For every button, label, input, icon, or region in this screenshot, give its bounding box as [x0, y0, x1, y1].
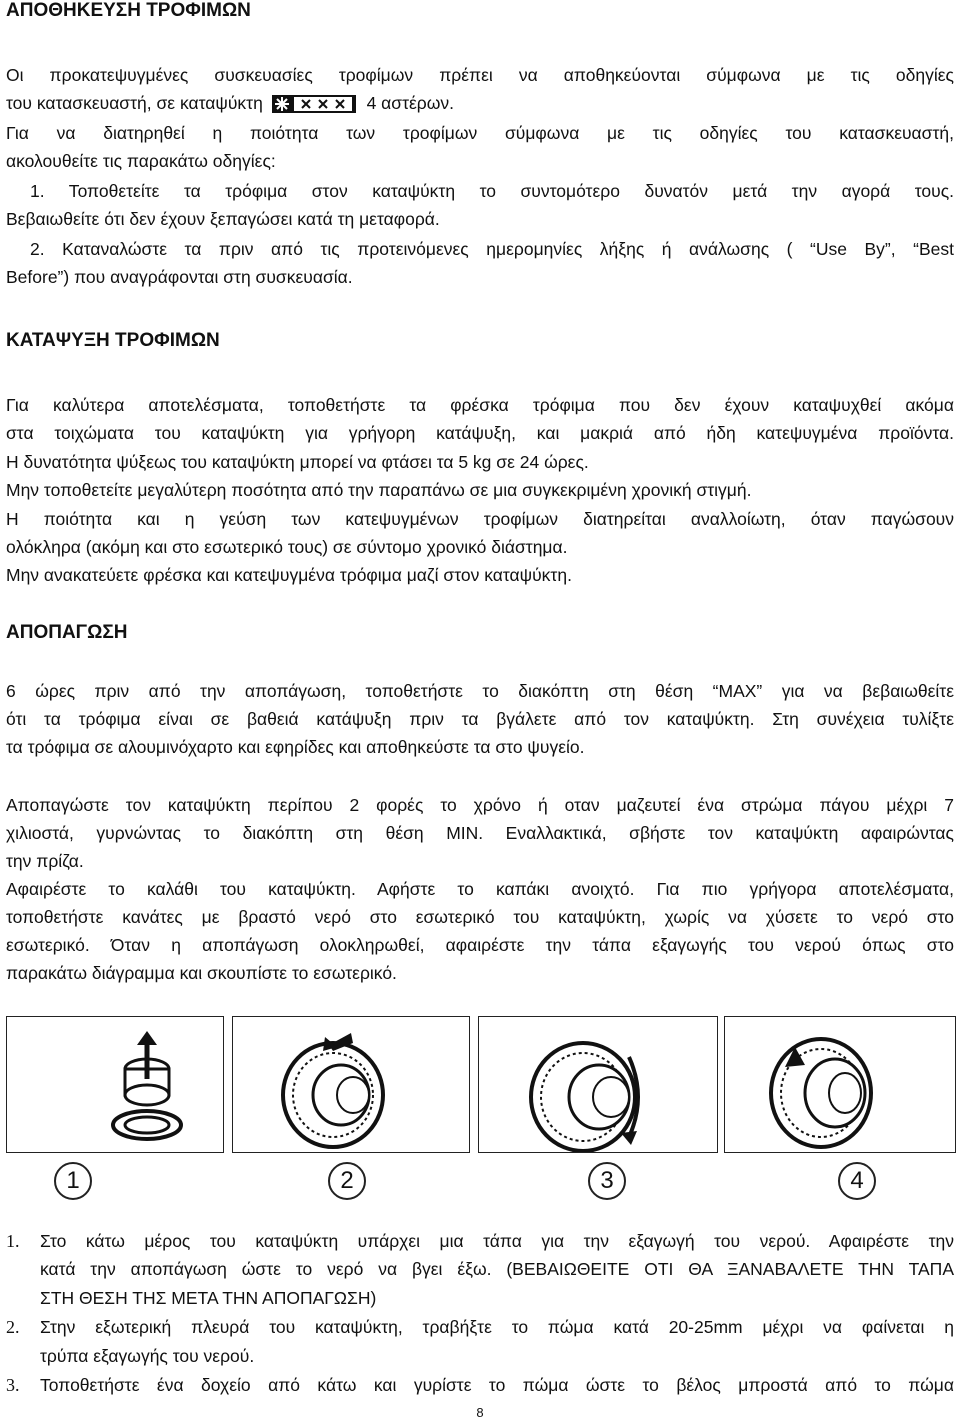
section-title-defrost: ΑΠΟΠΑΓΩΣΗ	[6, 622, 128, 643]
storage-item2-line1	[30, 238, 954, 260]
four-star-freezer-icon	[272, 94, 356, 114]
freezing-line7: Μην ανακατεύετε φρέσκα και κατεψυγμένα τρόφιμα μαζί στον καταψύκτη.	[6, 565, 572, 585]
step-number-1: 1	[54, 1162, 92, 1200]
defrost-a-line3: τα τρόφιμα σε αλουμινόχαρτο και εφηρίδες και αποθηκεύστε τα στο ψυγείο.	[6, 737, 585, 757]
steps-item1-line2: κατά την αποπάγωση ώστε το νερό να βγει έξω. (ΒΕΒΑΙΩΘΕΙΤΕ ΟΤΙ ΘΑ ΞΑΝΑΒΑΛΕΤΕ ΤΗΝ ΤΑΠΑ	[40, 1259, 954, 1279]
defrost-b-line2: χιλιοστά, γυρνώντας το διακόπτη στη θέση MIN. Εναλλακτικά, σβήστε τον καταψύκτη αφαιρώντας	[6, 823, 954, 843]
page-number: 8	[476, 1405, 484, 1420]
storage-p2-line1: Για να διατηρηθεί η ποιότητα των τροφίμων σύμφωνα με τις οδηγίες του κατασκευαστή,	[6, 123, 954, 143]
storage-item2-number: 2.	[30, 239, 45, 259]
defrost-b-line3: την πρίζα.	[6, 851, 84, 871]
steps-item2-line1	[6, 1316, 954, 1338]
storage-p2-line2: ακολουθείτε τις παρακάτω οδηγίες:	[6, 151, 276, 171]
drain-plug-diagram	[6, 1016, 956, 1204]
section-title-freezing: ΚΑΤΑΨΥΞΗ ΤΡΟΦΙΜΩΝ	[6, 330, 220, 351]
steps-item2-number: 2.	[6, 1317, 20, 1337]
storage-p1-line2-text: του κατασκευαστή, σε καταψύκτη	[6, 93, 263, 113]
defrost-c-line2: τοποθετήστε κανάτες με βραστό νερό στο εσωτερικό του καταψύκτη, χωρίς να χύσετε το νερό στο	[6, 907, 954, 927]
steps-item2-text: Στην εξωτερική πλευρά του καταψύκτη, τραβήξτε το πώμα κατά 20-25mm μέχρι να φαίνεται η	[40, 1317, 954, 1337]
defrost-b-line1: Αποπαγώστε τον καταψύκτη περίπου 2 φορές το χρόνο ή οταν μαζευτεί ένα στρώμα πάγου μέχρι 7	[6, 795, 954, 815]
step-number-2: 2	[328, 1162, 366, 1200]
diagram-panel-3	[478, 1016, 718, 1153]
diagram-panel-2	[232, 1016, 470, 1153]
defrost-a-line1: 6 ώρες πριν από την αποπάγωση, τοποθετήστε το διακόπτη στη θέση “MAX” για να βεβαιωθείτε	[6, 681, 954, 701]
defrost-c-line3: εσωτερικό. Όταν η αποπάγωση ολοκληρωθεί, αφαιρέστε την τάπα εξαγωγής του νερού όπως στο	[6, 935, 954, 955]
defrost-c-line4: παρακάτω διάγραμμα και σκουπίστε το εσωτερικό.	[6, 963, 397, 983]
step-number-3: 3	[588, 1162, 626, 1200]
steps-item1-text: Στο κάτω μέρος του καταψύκτη υπάρχει μια τάπα για την εξαγωγή του νερού. Αφαιρέστε την	[40, 1231, 954, 1251]
storage-item1-text: Τοποθετείτε τα τρόφιμα στον καταψύκτη το συντομότερο δυνατόν μετά την αγορά τους.	[68, 181, 955, 201]
defrost-c-line1: Αφαιρέστε το καλάθι του καταψύκτη. Αφήστε το καπάκι ανοιχτό. Για πιο γρήγορα αποτελέσματα,	[6, 879, 954, 899]
steps-item3-number: 3.	[6, 1375, 20, 1395]
steps-item3-line1	[6, 1374, 954, 1396]
storage-item1-line1	[30, 180, 954, 202]
storage-item2-text: Καταναλώστε τα πριν από τις προτεινόμενες ημερομηνίες λήξης ή ανάλωσης ( “Use By”, “Best	[62, 239, 954, 259]
section-title-storage: ΑΠΟΘΗΚΕΥΣΗ ΤΡΟΦΙΜΩΝ	[6, 0, 251, 21]
storage-p1-line2	[6, 92, 954, 114]
steps-item3-text: Τοποθετήστε ένα δοχείο από κάτω και γυρίστε το πώμα ώστε το βέλος μπροστά από το πώμα	[40, 1375, 954, 1395]
storage-p1-line1: Οι προκατεψυγμένες συσκευασίες τροφίμων πρέπει να αποθηκεύονται σύμφωνα με τις οδηγίες	[6, 65, 954, 85]
storage-item1-line2: Βεβαιωθείτε ότι δεν έχουν ξεπαγώσει κατά τη μεταφορά.	[6, 209, 440, 229]
storage-item1-number: 1.	[30, 181, 45, 201]
diagram-panel-4	[724, 1016, 956, 1153]
steps-item2-line2: τρύπα εξαγωγής του νερού.	[40, 1346, 255, 1366]
freezing-line1: Για καλύτερα αποτελέσματα, τοποθετήστε τα φρέσκα τρόφιμα που δεν έχουν καταψυχθεί ακόμα	[6, 395, 954, 415]
steps-item1-line3: ΣΤΗ ΘΕΣΗ ΤΗΣ ΜΕΤΑ ΤΗΝ ΑΠΟΠΑΓΩΣΗ)	[40, 1288, 377, 1308]
step-number-4: 4	[838, 1162, 876, 1200]
freezing-line6: ολόκληρα (ακόμη και στο εσωτερικό τους) σε σύντομο χρονικό διάστημα.	[6, 537, 568, 557]
defrost-a-line2: ότι τα τρόφιμα είναι σε βαθειά κατάψυξη πριν τα βγάλετε από τον καταψύκτη. Στη συνέχεια τυλίξτε	[6, 709, 954, 729]
steps-item1-line1	[6, 1230, 954, 1252]
diagram-panel-1	[6, 1016, 224, 1153]
storage-item2-line2: Before”) που αναγράφονται στη συσκευασία.	[6, 267, 353, 287]
storage-p1-line2-end: 4 αστέρων.	[366, 93, 455, 113]
freezing-line3: Η δυνατότητα ψύξεως του καταψύκτη μπορεί να φτάσει τα 5 kg σε 24 ώρες.	[6, 452, 589, 472]
steps-item1-number: 1.	[6, 1231, 20, 1251]
freezing-line4: Μην τοποθετείτε μεγαλύτερη ποσότητα από την παραπάνω σε μια συγκεκριμένη χρονική στιγμή.	[6, 480, 752, 500]
freezing-line5: Η ποιότητα και η γεύση των κατεψυγμένων τροφίμων διατηρείται αναλλοίωτη, όταν παγώσουν	[6, 509, 954, 529]
freezing-line2: στα τοιχώματα του καταψύκτη για γρήγορη κατάψυξη, και μακριά από ήδη κατεψυγμένα προϊόντα.	[6, 423, 954, 443]
